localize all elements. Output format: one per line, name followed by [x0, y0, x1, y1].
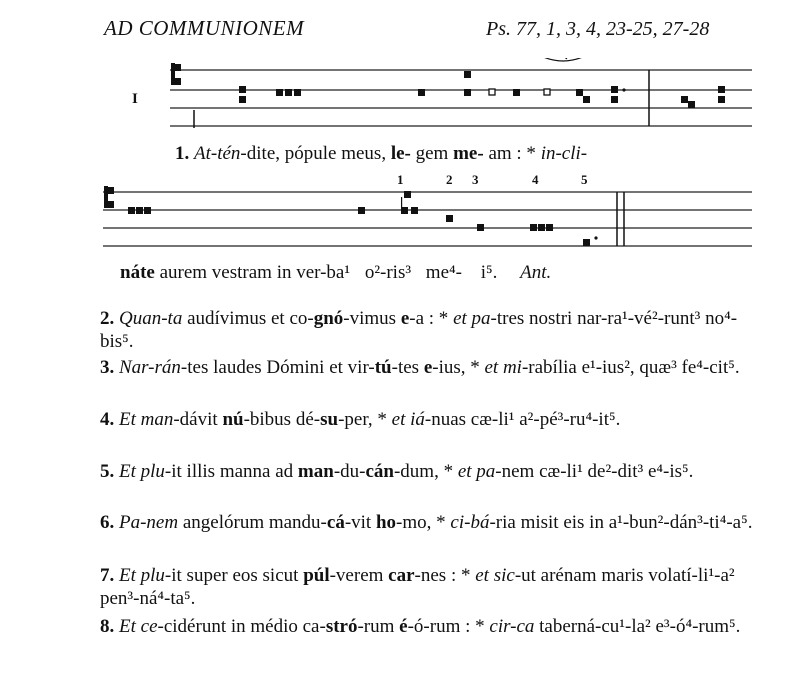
verse-text: -it illis manna ad — [164, 461, 298, 482]
lyric-syllable: náte — [120, 262, 155, 283]
verse-text: -mo, * — [396, 512, 451, 533]
verse-text: cán — [365, 461, 394, 482]
chant-staff-1 — [0, 58, 796, 138]
verse-text: -du- — [333, 461, 366, 482]
cadence-marker: 3 — [472, 172, 479, 187]
verse-number: 8. — [100, 616, 115, 637]
verse-text: et sic — [475, 565, 515, 586]
verse-text: et pa — [453, 308, 491, 329]
verse-block — [100, 356, 756, 379]
verse-text: Pa-nem — [119, 512, 179, 533]
lyric-syllable: i⁵. — [480, 262, 498, 283]
verse-text: -a : * — [409, 308, 454, 329]
verse-text: -rabília e¹-ius², quæ³ fe⁴-cit⁵. — [521, 357, 740, 378]
verse-text: ho — [375, 512, 397, 533]
verse-number: 4. — [100, 409, 115, 430]
verse-text: e — [400, 308, 410, 329]
verse-text: et pa — [457, 461, 496, 482]
cadence-marker: 2 — [446, 172, 453, 187]
verse-block — [100, 307, 756, 353]
verse-text: Quan-ta — [119, 308, 183, 329]
verse-number: 2. — [100, 308, 115, 329]
lyric-syllable: dite, pópule meus, — [246, 143, 387, 164]
verse-text: -tres nostri nar-ra¹-vé²-runt³ no⁴-bis⁵. — [100, 308, 738, 352]
verse-text: su — [320, 409, 339, 430]
lyric-syllable: in-cli- — [540, 143, 588, 164]
verse-block — [100, 564, 756, 610]
lyric-syllable: At-tén- — [194, 143, 247, 164]
verse-text: Et plu — [119, 461, 165, 482]
verse-text: -tes — [391, 357, 424, 378]
verse-text: et iá — [391, 409, 425, 430]
cadence-marker: 1 — [397, 172, 404, 187]
verse-text: -nuas cæ-li¹ a²-pé³-ru⁴-it⁵. — [424, 409, 621, 430]
verse-text: man — [297, 461, 334, 482]
verse-text: -cidérunt in médio ca- — [157, 616, 326, 637]
verse-text: -ria misit eis in a¹-bun²-dán³-ti⁴-a⁵. — [489, 512, 753, 533]
verse-text: e — [423, 357, 433, 378]
cadence-marker: 4 — [532, 172, 539, 187]
c-clef-icon — [171, 63, 181, 85]
verse-text: Et man — [119, 409, 174, 430]
verse-block — [100, 615, 756, 638]
neumes-line-2 — [128, 191, 598, 246]
verse-text: -ius, * — [432, 357, 485, 378]
verse-text: -dum, * — [393, 461, 458, 482]
verse-number: 6. — [100, 512, 115, 533]
lyric-syllable: am : * — [488, 143, 536, 164]
verse-text: -tes laudes Dómini et vir- — [180, 357, 375, 378]
verse-text: gnó — [313, 308, 344, 329]
verse-number: 3. — [100, 357, 115, 378]
lyrics-line-2 — [120, 262, 551, 284]
verse-text: -rum — [357, 616, 400, 637]
verse-number: 7. — [100, 565, 115, 586]
verse-text: -vimus — [343, 308, 401, 329]
verse-text: audívimus et co- — [182, 308, 314, 329]
verse-text: -it super eos sicut — [164, 565, 304, 586]
verse-text: nú — [222, 409, 244, 430]
verse-text: car — [388, 565, 415, 586]
verse-text: cá — [326, 512, 345, 533]
psalm-reference: Ps. 77, 1, 3, 4, 23-25, 27-28 — [486, 18, 710, 40]
verse-text: -ut arénam maris volatí-li¹-a² pen³-ná⁴-ta⁵. — [100, 565, 735, 609]
lyric-syllable: me- — [453, 143, 484, 164]
verse-text: -bibus dé- — [243, 409, 321, 430]
verse-text: stró — [325, 616, 358, 637]
verse-text: Nar-rán — [119, 357, 181, 378]
verse-block — [100, 511, 756, 534]
verse-text: Et ce — [119, 616, 158, 637]
lyric-syllable: aurem vestram in ver-ba¹ — [159, 262, 351, 283]
chant-staff-2 — [0, 180, 796, 252]
verse-text: ci-bá — [450, 512, 490, 533]
verse-block — [100, 408, 756, 431]
verse-text: -nem cæ-li¹ de²-dit³ e⁴-is⁵. — [495, 461, 694, 482]
c-clef-icon — [104, 186, 114, 208]
lyrics-line-1 — [175, 143, 587, 165]
verse-text: -per, * — [338, 409, 392, 430]
verse-text: -nes : * — [414, 565, 476, 586]
verse-text: -verem — [329, 565, 389, 586]
mode-indicator: I — [132, 91, 138, 107]
verse-text: -dávit — [173, 409, 223, 430]
verse-text: -vit — [344, 512, 376, 533]
verse-block — [100, 460, 756, 483]
verse-text: é — [399, 616, 408, 637]
antiphon-marker: Ant. — [520, 262, 552, 283]
lyric-syllable: o²-ris³ — [364, 262, 412, 283]
cadence-marker: 5 — [581, 172, 588, 187]
lyric-syllable: gem — [415, 143, 449, 164]
lyric-syllable: me⁴- — [425, 262, 462, 283]
verse-text: taberná-cu¹-la² e³-ó⁴-rum⁵. — [534, 616, 741, 637]
verse-text: angelórum mandu- — [178, 512, 327, 533]
verse-text: cir-ca — [489, 616, 535, 637]
verse-number: 5. — [100, 461, 115, 482]
verse-text: Et plu — [119, 565, 165, 586]
verse-number: 1. — [175, 143, 190, 164]
verse-text: et mi — [484, 357, 522, 378]
verse-text: tú — [374, 357, 392, 378]
section-title: AD COMMUNIONEM — [104, 16, 305, 40]
verse-text: púl — [303, 565, 330, 586]
verse-text: -ó-rum : * — [407, 616, 490, 637]
lyric-syllable: le- — [390, 143, 411, 164]
